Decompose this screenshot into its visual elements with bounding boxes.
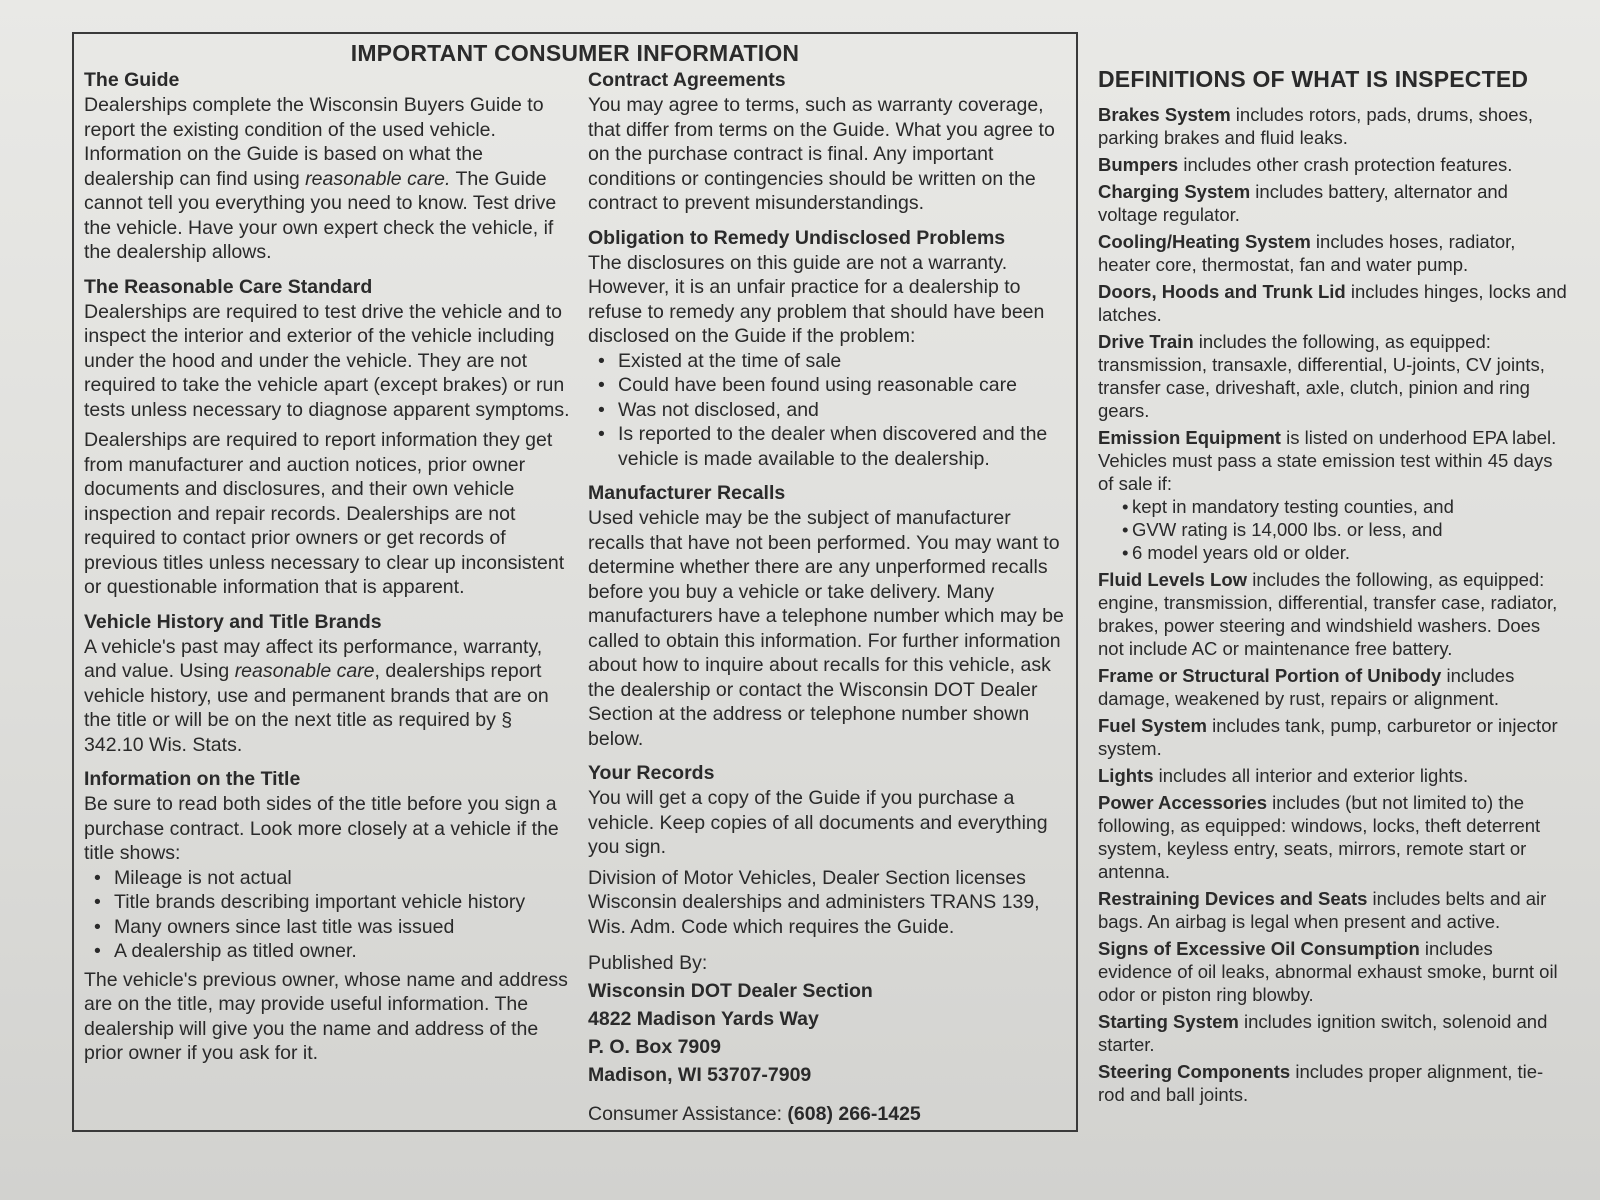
definition-desc: includes damage, weakened by rust, repairs or alignment. <box>1098 665 1515 709</box>
definition-item <box>1098 937 1568 1006</box>
history-text-b: , dealerships report vehicle history, use and permanent brands that are on the title or will be on the next title as required by § 342.10 Wis. Stats. <box>84 660 549 756</box>
reasonable-care-p2: Dealerships are required to report information they get from manufacturer and auction notices, prior owner documents and disclosures, and their own vehicle inspection and repair records. Dealerships are not required to contact prior owners or get records of previous titles unless necessary to clear up inconsistent or questionable information that is apparent. <box>84 429 565 598</box>
definition-desc: includes the following, as equipped: transmission, transaxle, differential, U-joints, CV joints, transfer case, driveshaft, axle, clutch, pinion and ring gears. <box>1098 331 1545 421</box>
definition-desc: includes evidence of oil leaks, abnormal exhaust smoke, burnt oil odor or piston ring blowby. <box>1098 938 1558 1005</box>
guide-text-b: The Guide cannot tell you everything you need to know. Test drive the vehicle. Have your own expert check the vehicle, if the dealership allows. <box>84 167 557 263</box>
publisher-name: Wisconsin DOT Dealer Section <box>588 980 873 1002</box>
left-column <box>84 68 574 1076</box>
section-recalls <box>588 481 1068 751</box>
definition-desc: includes ignition switch, solenoid and starter. <box>1098 1011 1548 1055</box>
section-title-info <box>84 767 574 1066</box>
list-item: • Was not disclosed, and <box>618 398 1068 423</box>
definition-term: Restraining Devices and Seats <box>1098 888 1368 909</box>
definition-desc: includes (but not limited to) the following, as equipped: windows, locks, theft deterrent system, keyless entry, seats, mirrors, remote start or antenna. <box>1098 792 1541 882</box>
definition-item <box>1098 330 1568 422</box>
section-the-guide <box>84 68 574 265</box>
definition-term: Fuel System <box>1098 715 1207 736</box>
heading-reasonable-care: The Reasonable Care Standard <box>84 275 373 298</box>
heading-recalls: Manufacturer Recalls <box>588 482 786 504</box>
obligation-bullets <box>588 349 1068 472</box>
definition-term: Power Accessories <box>1098 792 1267 813</box>
publisher-city: Madison, WI 53707-7909 <box>588 1064 812 1086</box>
definition-term: Drive Train <box>1098 331 1194 352</box>
definition-desc: includes hinges, locks and latches. <box>1098 281 1567 325</box>
definition-desc: includes battery, alternator and voltage regulator. <box>1098 181 1508 225</box>
title-info-intro: Be sure to read both sides of the title before you sign a purchase contract. Look more closely at a vehicle if the title shows: <box>84 793 559 864</box>
section-obligation <box>588 226 1068 472</box>
consumer-assistance <box>588 1101 1068 1127</box>
reasonable-care-p1: Dealerships are required to test drive the vehicle and to inspect the interior and exterior of the vehicle including under the hood and under the vehicle. They are not required to take the vehicle apart (except brakes) or run tests unless necessary to diagnose apparent symptoms. <box>84 300 570 421</box>
consumer-info-box <box>72 32 1078 1132</box>
definitions-title: DEFINITIONS OF WHAT IS INSPECTED <box>1098 66 1529 92</box>
definition-item <box>1098 1060 1568 1106</box>
list-item: • GVW rating is 14,000 lbs. or less, and <box>1122 518 1568 541</box>
definition-term: Signs of Excessive Oil Consumption <box>1098 938 1420 959</box>
list-item: • kept in mandatory testing counties, and <box>1122 495 1568 518</box>
vehicle-history-text <box>84 635 574 758</box>
contract-text: You may agree to terms, such as warranty coverage, that differ from terms on the Guide. What you agree to on the purchase contract is final. Any important conditions or contingencies should be written on the contract to prevent misunderstandings. <box>588 94 1055 214</box>
assistance-phone: (608) 266-1425 <box>787 1103 921 1125</box>
definition-term: Steering Components <box>1098 1061 1291 1082</box>
middle-column <box>588 68 1068 1137</box>
section-records <box>588 761 1068 939</box>
box-title: IMPORTANT CONSUMER INFORMATION <box>350 40 800 66</box>
definition-term: Doors, Hoods and Trunk Lid <box>1098 281 1346 302</box>
definition-item <box>1098 1010 1568 1056</box>
definition-desc: includes the following, as equipped: engine, transmission, differential, transfer case, radiator, brakes, power steering and windshield washers. Does not include AC or maintenance free battery. <box>1098 569 1558 659</box>
definition-term: Fluid Levels Low <box>1098 569 1248 590</box>
title-info-outro: The vehicle's previous owner, whose name and address are on the title, may provide useful information. The dealership will give you the name and address of the prior owner if you ask for it. <box>84 968 568 1064</box>
published-by-label: Published By: <box>588 952 708 974</box>
heading-records: Your Records <box>588 762 715 784</box>
section-published-by <box>588 949 1068 1127</box>
definition-item <box>1098 664 1568 710</box>
definition-term: Starting System <box>1098 1011 1239 1032</box>
definition-desc: includes hoses, radiator, heater core, thermostat, fan and water pump. <box>1098 231 1516 275</box>
definition-term: Bumpers <box>1098 154 1179 175</box>
records-p2: Division of Motor Vehicles, Dealer Section licenses Wisconsin dealerships and administers TRANS 139, Wis. Adm. Code which requires the Guide. <box>588 866 1040 938</box>
definition-desc: includes tank, pump, carburetor or injector system. <box>1098 715 1558 759</box>
definition-term: Lights <box>1098 765 1154 786</box>
obligation-intro: The disclosures on this guide are not a warranty. However, it is an unfair practice for a dealership to refuse to remedy any problem that should have been disclosed on the Guide if the problem: <box>588 251 1045 347</box>
records-p1: You will get a copy of the Guide if you purchase a vehicle. Keep copies of all documents and everything you sign. <box>588 787 1048 858</box>
heading-contract: Contract Agreements <box>588 69 786 91</box>
recalls-text: Used vehicle may be the subject of manufacturer recalls that have not been performed. You may want to determine whether there are any unperformed recalls before you buy a vehicle or take delivery. Many manufacturers have a telephone number which may be called to obtain this information. For further information about how to inquire about recalls for this vehicle, ask the dealership or contact the Wisconsin DOT Dealer Section at the address or telephone number shown below. <box>588 507 1064 750</box>
publisher-po-box: P. O. Box 7909 <box>588 1036 721 1058</box>
definition-desc: includes rotors, pads, drums, shoes, parking brakes and fluid leaks. <box>1098 104 1533 148</box>
heading-obligation: Obligation to Remedy Undisclosed Problems <box>588 226 1006 249</box>
section-vehicle-history <box>84 610 574 758</box>
guide-text-a: Dealerships complete the Wisconsin Buyers Guide to report the existing condition of the used vehicle. Information on the Guide is based on what the dealership can find using <box>84 94 544 190</box>
definition-desc: includes belts and air bags. An airbag is legal when present and active. <box>1098 888 1547 932</box>
definition-item <box>1098 764 1568 787</box>
history-text-a: A vehicle's past may affect its performance, warranty, and value. Using <box>84 635 543 682</box>
definition-item <box>1098 714 1568 760</box>
definition-item <box>1098 230 1568 276</box>
list-item: • Is reported to the dealer when discovered and the vehicle is made available to the dealership. <box>618 422 1068 471</box>
list-item: • Existed at the time of sale <box>618 349 1068 374</box>
list-item: • Mileage is not actual <box>114 866 574 891</box>
definition-desc: includes all interior and exterior lights. <box>1153 765 1469 786</box>
title-info-bullets <box>84 866 574 964</box>
definition-item <box>1098 568 1568 660</box>
heading-vehicle-history: Vehicle History and Title Brands <box>84 610 382 633</box>
guide-text <box>84 93 574 265</box>
definition-item <box>1098 791 1568 883</box>
list-item: • 6 model years old or older. <box>1122 541 1568 564</box>
definition-term: Frame or Structural Portion of Unibody <box>1098 665 1442 686</box>
definitions-column <box>1098 66 1568 1110</box>
list-item: • Title brands describing important vehicle history <box>114 890 574 915</box>
definition-term: Emission Equipment <box>1098 427 1281 448</box>
section-reasonable-care <box>84 275 574 600</box>
definition-item <box>1098 280 1568 326</box>
definition-term: Brakes System <box>1098 104 1231 125</box>
definition-term: Cooling/Heating System <box>1098 231 1311 252</box>
definition-desc: includes other crash protection features. <box>1178 154 1513 175</box>
heading-title-info: Information on the Title <box>84 768 301 790</box>
list-item: • Many owners since last title was issued <box>114 915 574 940</box>
history-text-emphasis: reasonable care <box>234 660 375 682</box>
definition-desc: includes proper alignment, tie-rod and ball joints. <box>1098 1061 1544 1105</box>
definition-item <box>1098 887 1568 933</box>
heading-the-guide: The Guide <box>84 69 180 91</box>
definition-desc: is listed on underhood EPA label. Vehicles must pass a state emission test within 45 days of sale if: <box>1098 427 1557 494</box>
list-item: • Could have been found using reasonable care <box>618 373 1068 398</box>
definition-item <box>1098 103 1568 149</box>
section-contract <box>588 68 1068 216</box>
list-item: • A dealership as titled owner. <box>114 939 574 964</box>
guide-text-emphasis: reasonable care. <box>305 167 451 190</box>
definition-item <box>1098 180 1568 226</box>
definition-item <box>1098 153 1568 176</box>
emission-bullets <box>1098 495 1568 564</box>
definition-item <box>1098 426 1568 564</box>
publisher-street: 4822 Madison Yards Way <box>588 1008 819 1030</box>
assistance-label: Consumer Assistance: <box>588 1103 788 1125</box>
definition-term: Charging System <box>1098 181 1251 202</box>
